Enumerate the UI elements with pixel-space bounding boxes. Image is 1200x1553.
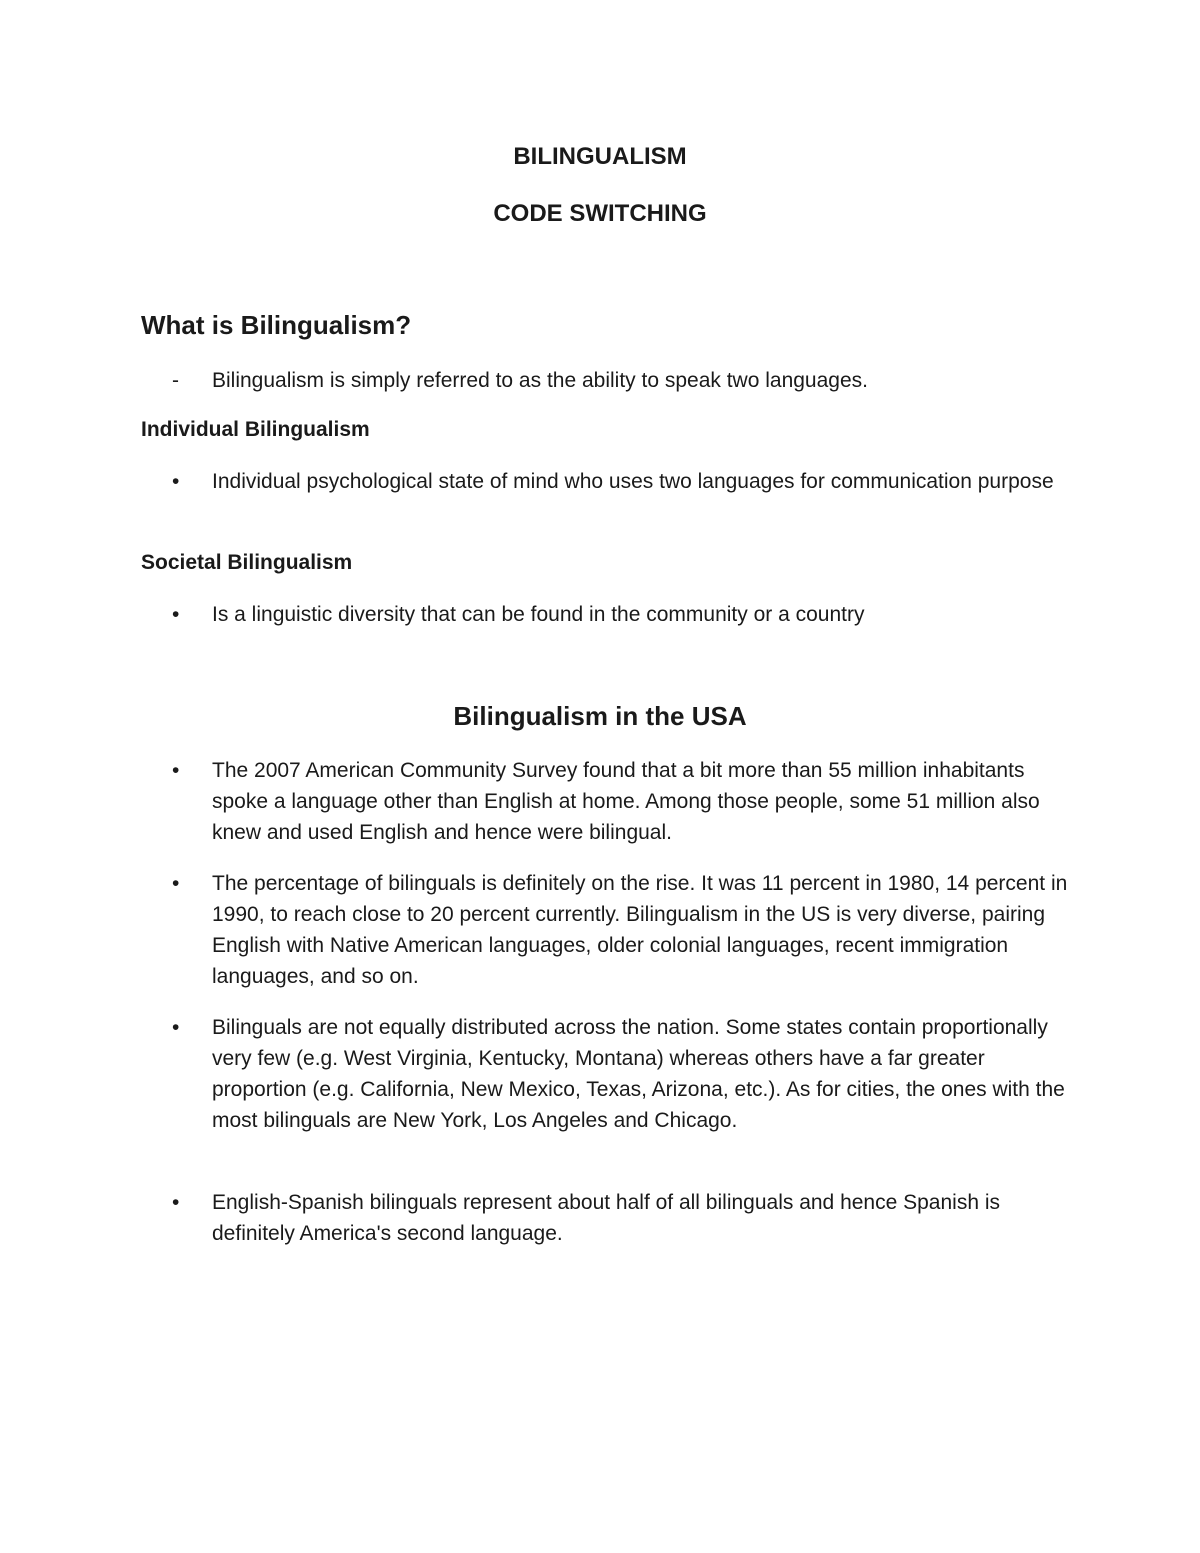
list-item <box>172 755 1072 848</box>
usa-bullet-text: The percentage of bilinguals is definitely on the rise. It was 11 percent in 1980, 14 percent in 1990, to reach close to 20 percent currently. Bilingualism in the US is very diverse, pairing English with Native American languages, older colonial languages, recent immigration languages, and so on. <box>212 872 1068 988</box>
list-item <box>172 1187 1072 1249</box>
definition-item <box>172 365 1072 396</box>
bullet-icon: • <box>172 603 180 626</box>
subheading-societal-bilingualism: Societal Bilingualism <box>141 551 353 574</box>
bullet-icon: • <box>172 759 180 782</box>
dash-marker: - <box>172 369 179 392</box>
usa-bullet-text: Bilinguals are not equally distributed across the nation. Some states contain proportionally very few (e.g. West Virginia, Kentucky, Montana) whereas others have a far greater proportion (e.g. California, New Mexico, Texas, Arizona, etc.). As for cities, the ones with the most bilinguals are New York, Los Angeles and Chicago. <box>212 1016 1065 1132</box>
section-heading-bilingualism-usa: Bilingualism in the USA <box>453 701 747 731</box>
usa-bullet-text: The 2007 American Community Survey found that a bit more than 55 million inhabitants spoke a language other than English at home. Among those people, some 51 million also knew and used English and hence were bilingual. <box>212 759 1040 844</box>
list-item <box>172 466 1072 497</box>
definition-text: Bilingualism is simply referred to as the ability to speak two languages. <box>212 369 868 392</box>
document-title: BILINGUALISM <box>513 143 687 170</box>
subheading-individual-bilingualism: Individual Bilingualism <box>141 418 370 441</box>
list-item <box>172 599 1072 630</box>
section-heading-what-is-bilingualism: What is Bilingualism? <box>141 310 412 340</box>
bullet-icon: • <box>172 872 180 895</box>
usa-bullet-text: English-Spanish bilinguals represent about half of all bilinguals and hence Spanish is definitely America's second language. <box>212 1191 1001 1245</box>
list-item <box>172 868 1072 992</box>
list-item <box>172 1012 1072 1136</box>
individual-bilingualism-text: Individual psychological state of mind who uses two languages for communication purpose <box>212 470 1054 493</box>
bullet-icon: • <box>172 470 180 493</box>
document-subtitle: CODE SWITCHING <box>493 200 707 227</box>
bullet-icon: • <box>172 1191 180 1214</box>
societal-bilingualism-text: Is a linguistic diversity that can be found in the community or a country <box>212 603 865 626</box>
bullet-icon: • <box>172 1016 180 1039</box>
